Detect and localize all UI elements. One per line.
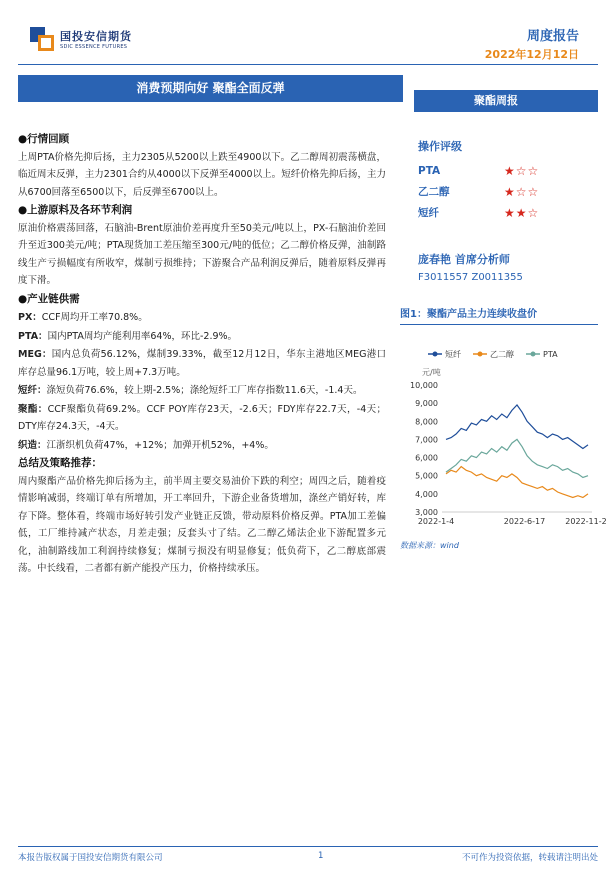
report-type: 周度报告 — [526, 29, 579, 44]
y-tick-label: 9,000 — [415, 399, 438, 409]
polyester-label: 聚酯： — [18, 403, 48, 415]
legend-marker — [433, 352, 438, 357]
analyst-id: F3011557 Z0011355 — [418, 272, 523, 283]
meg-text: 国内总负荷56.12%，煤制39.33%，截至12月12日，华东主港地区MEG港口库存总量96.1万吨，较上周+7.3万吨。 — [18, 349, 386, 378]
footer-divider — [18, 846, 598, 847]
psf-paragraph — [18, 382, 386, 400]
section-title-upstream: ●上游原料及各环节利润 — [18, 204, 133, 216]
rating-stars-icon: ★☆☆ — [504, 184, 540, 199]
rating-panel — [418, 138, 598, 223]
series-line — [446, 439, 588, 477]
y-tick-label: 4,000 — [415, 489, 438, 499]
rating-name: 短纤 — [418, 207, 439, 219]
logo-icon — [30, 27, 54, 51]
polyester-text: CCF聚酯负荷69.2%。CCF POY库存23天，-2.6天；FDY库存22.7天，-4天；DTY库存24.3天，-4天。 — [18, 403, 386, 432]
chart-source: 数据来源：wind — [400, 541, 459, 550]
y-tick-label: 8,000 — [415, 417, 438, 427]
rating-row-pta — [418, 160, 598, 181]
section-title-chain: ●产业链供需 — [18, 292, 80, 305]
page-number: 1 — [318, 851, 324, 861]
px-label: PX： — [18, 312, 42, 323]
weaving-label: 织造： — [18, 439, 47, 451]
x-tick-label: 2022-11-2 — [565, 517, 607, 526]
x-tick-label: 2022-6-17 — [503, 517, 546, 526]
meg-paragraph — [18, 346, 386, 381]
section-title-summary: 总结及策略推荐： — [18, 457, 102, 469]
main-content — [18, 128, 386, 578]
upstream-paragraph: 原油价格震荡回落，石脑油-Brent原油价差再度升至50美元/吨以上，PX-石脑油价差回升至近300美元/吨；PTA现货加工差压缩至300元/吨的低位；乙二醇价格反弹，油制路线生产亏损幅度有所收窄，煤制亏损维持；下游聚合产品利润反弹后，随着原料反弹再度下滑。 — [18, 222, 386, 286]
px-text: CCF周均开工率70.8%。 — [41, 312, 148, 323]
footer-copyright: 本报告版权属于国投安信期货有限公司 — [18, 853, 163, 863]
y-tick-label: 6,000 — [415, 453, 438, 463]
price-chart-svg — [400, 345, 607, 530]
psf-text: 涤短负荷76.6%，较上期-2.5%；涤纶短纤工厂库存指数11.6天，-1.4天。 — [46, 385, 363, 396]
footer-disclaimer: 不可作为投资依据，转载请注明出处 — [461, 853, 598, 863]
psf-label: 短纤： — [18, 385, 47, 396]
rating-title: 操作评级 — [418, 140, 462, 153]
analyst-name: 庞春艳 首席分析师 — [418, 253, 510, 266]
legend-label: 乙二醇 — [490, 350, 514, 359]
polyester-paragraph — [18, 401, 386, 436]
logo-name-en: SDIC ESSENCE FUTURES — [60, 44, 128, 50]
header-divider — [18, 64, 598, 65]
rating-row-meg — [418, 181, 598, 202]
weaving-text: 江浙织机负荷47%，+12%；加弹开机52%，+4%。 — [46, 439, 274, 451]
series-line — [446, 467, 588, 498]
y-axis-label: 元/吨 — [422, 368, 441, 377]
company-logo — [30, 26, 132, 52]
rating-stars-icon: ★☆☆ — [504, 163, 540, 178]
legend-label: PTA — [543, 350, 558, 359]
meg-label: MEG： — [18, 349, 52, 360]
legend-marker — [531, 352, 536, 357]
report-category: 聚酯周报 — [414, 90, 598, 112]
pta-paragraph — [18, 328, 386, 346]
px-paragraph — [18, 309, 386, 327]
report-title: 消费预期向好 聚酯全面反弹 — [18, 75, 403, 102]
rating-name: PTA — [418, 164, 441, 177]
legend-marker — [478, 352, 483, 357]
y-tick-label: 7,000 — [415, 435, 438, 445]
weaving-paragraph — [18, 437, 386, 455]
review-paragraph: 上周PTA价格先抑后扬，主力2305从5200以上跌至4900以下。乙二醇周初震荡横盘，临近周末反弹，主力2301合约从4000以下反弹至4000以上。短纤价格先抑后扬，主力从6700回落至6500以下，后反弹至6700以上。 — [18, 151, 386, 198]
chart-title: 图1：聚酯产品主力连续收盘价 — [400, 305, 598, 325]
rating-stars-icon: ★★☆ — [504, 205, 540, 220]
summary-paragraph: 周内聚酯产品价格先抑后扬为主，前半周主要交易油价下跌的利空；周四之后，随着疫情影响减弱，终端订单有所增加，开工率回升，下游企业备货增加，涤丝产销好转，库存下降。整体看，终端市场好转引发产业链正反馈，带动原料价格反弹。PTA加工差偏低，工厂维持减产状态，月差走强；反套头寸了结。乙二醇乙烯法企业下游配置多元化，油制路线加工利润持续修复；煤制亏损没有明显修复；低负荷下，乙二醇底部震荡。中长线看，二者都有新产能投产压力，价格持续承压。 — [18, 475, 386, 574]
price-chart — [400, 345, 607, 530]
series-line — [446, 405, 588, 449]
section-title-review: ●行情回顾 — [18, 133, 70, 145]
legend-label: 短纤 — [445, 350, 461, 359]
pta-label: PTA： — [18, 330, 48, 342]
pta-text: 国内PTA周均产能利用率64%，环比-2.9%。 — [47, 330, 238, 342]
y-tick-label: 10,000 — [410, 381, 438, 390]
page-header — [0, 0, 615, 70]
y-tick-label: 5,000 — [415, 471, 438, 481]
y-tick-label: 3,000 — [415, 508, 438, 517]
logo-name-cn: 国投安信期货 — [60, 30, 132, 43]
rating-name: 乙二醇 — [418, 186, 450, 198]
report-date: 2022年12月12日 — [484, 48, 579, 61]
x-tick-label: 2022-1-4 — [417, 517, 455, 526]
rating-row-psf — [418, 202, 598, 223]
